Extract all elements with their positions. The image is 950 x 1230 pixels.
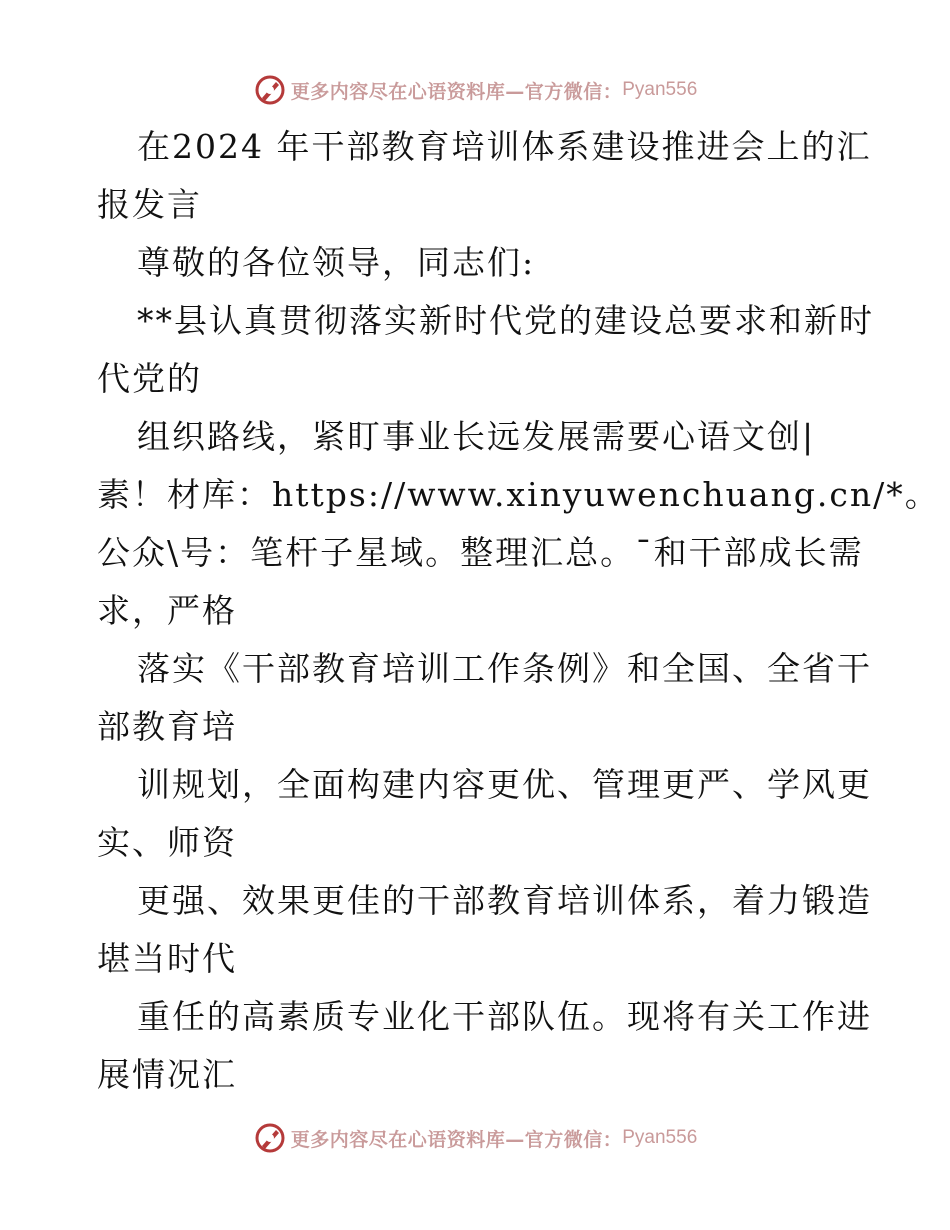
- text-line: 求，严格: [97, 591, 237, 630]
- header-watermark: [0, 70, 950, 110]
- text-line: 落实《干部教育培训工作条例》和全国、全省干: [137, 649, 872, 688]
- text-line: 部教育培: [97, 707, 237, 746]
- text-line: 素！材库：https://www.xinyuwenchuang.cn/*。: [97, 475, 940, 514]
- text-line: 堪当时代: [97, 939, 237, 978]
- text-line: 代党的: [97, 359, 202, 398]
- pen-circle-logo-icon: [253, 1121, 287, 1155]
- text-line: 组织路线，紧盯事业长远发展需要心语文创|: [137, 417, 816, 456]
- pen-circle-logo-icon: [253, 73, 287, 107]
- watermark-id: Pyan556: [622, 1127, 698, 1148]
- text-line: 尊敬的各位领导，同志们:: [137, 243, 536, 282]
- watermark-id: Pyan556: [622, 79, 698, 100]
- text-line: 重任的高素质专业化干部队伍。现将有关工作进: [137, 997, 872, 1036]
- document-body: [97, 118, 940, 1104]
- watermark-text: 更多内容尽在心语资料库—官方微信：: [290, 1128, 623, 1151]
- text-line: 训规划，全面构建内容更优、管理更严、学风更: [137, 765, 872, 804]
- text-line: 报发言: [97, 185, 202, 224]
- watermark-text: 更多内容尽在心语资料库—官方微信：: [290, 80, 623, 103]
- text-line: 更强、效果更佳的干部教育培训体系，着力锻造: [137, 881, 872, 920]
- text-line: 实、师资: [97, 823, 237, 862]
- text-line: 公众\号：笔杆子星域。整理汇总。¯和干部成长需: [97, 533, 864, 572]
- text-line: **县认真贯彻落实新时代党的建设总要求和新时: [137, 301, 874, 340]
- text-line: 展情况汇: [97, 1055, 237, 1094]
- text-line: 在2024 年干部教育培训体系建设推进会上的汇: [137, 127, 872, 166]
- footer-watermark: [0, 1118, 950, 1158]
